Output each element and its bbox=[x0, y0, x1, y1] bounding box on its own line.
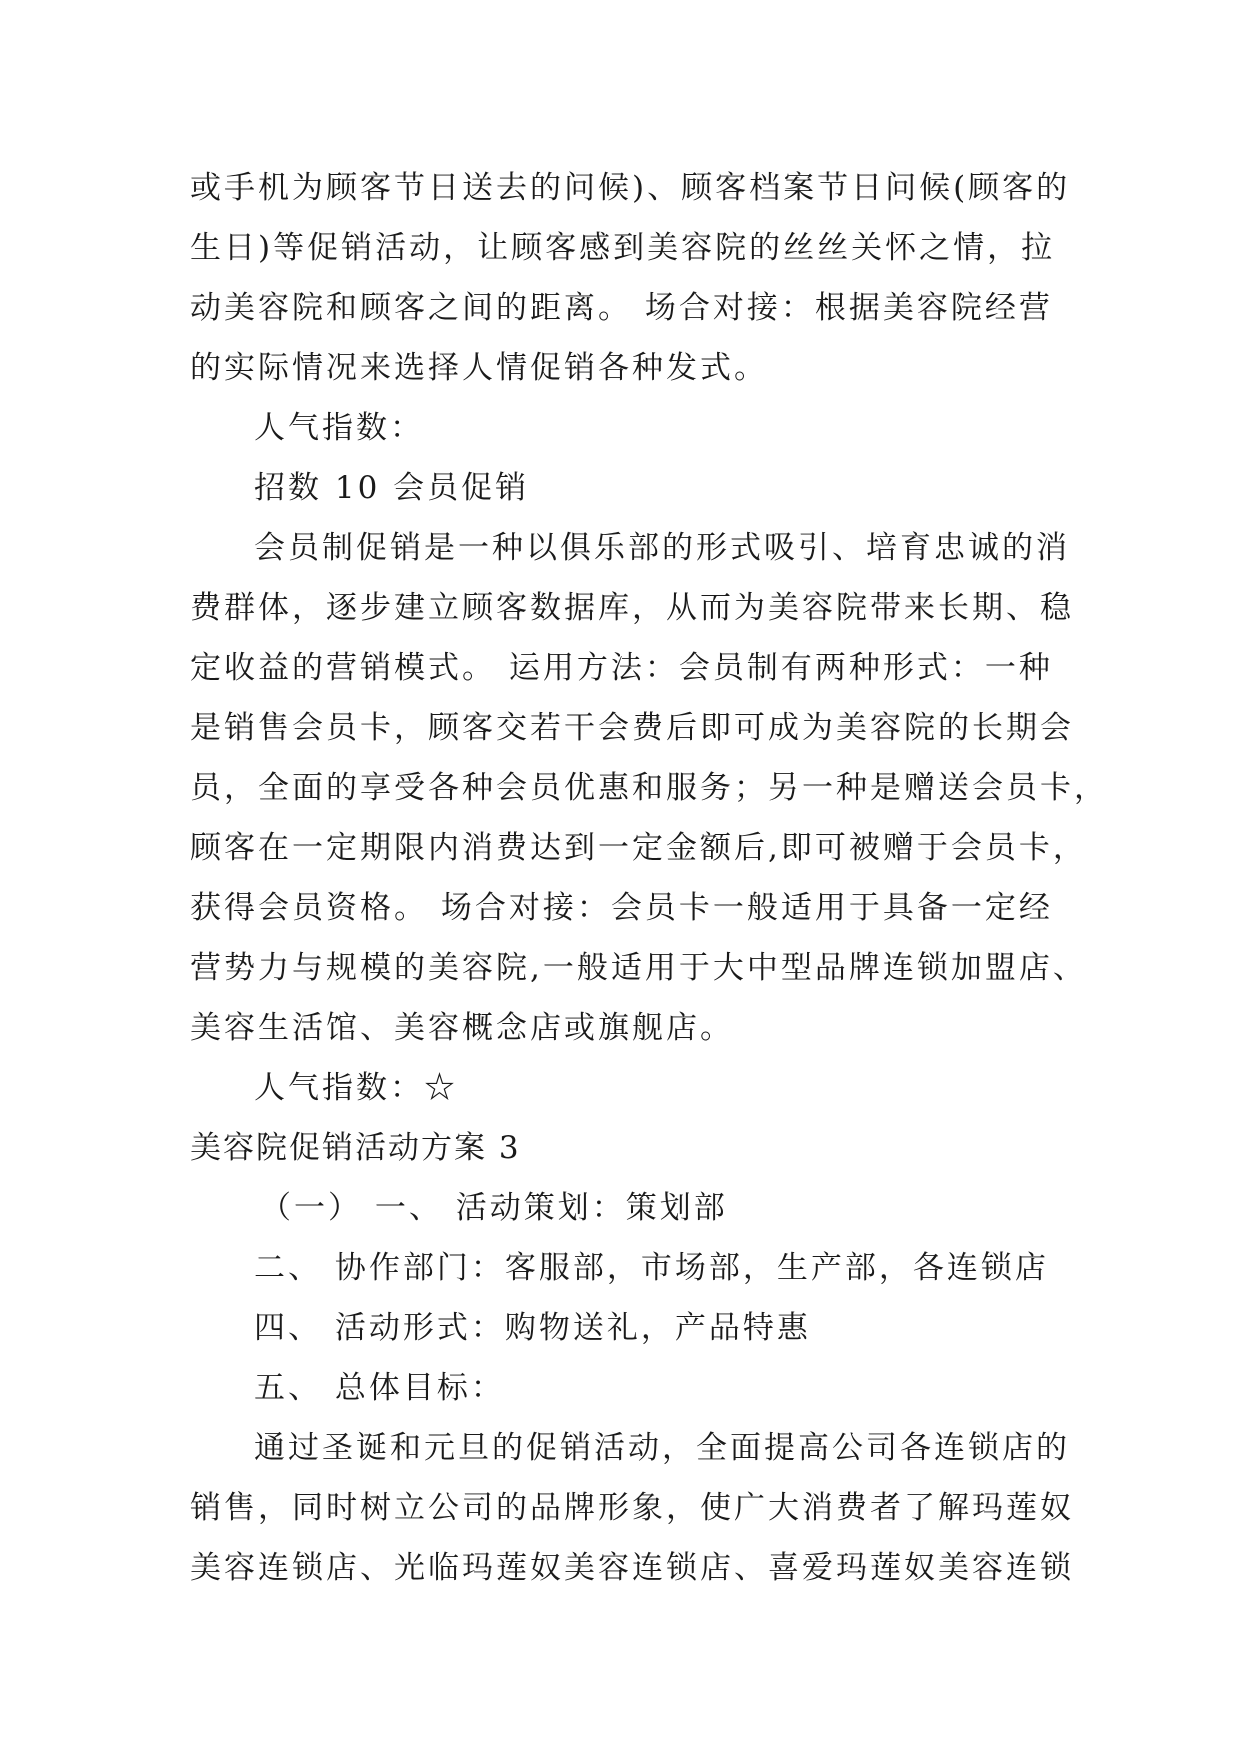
paragraph-line: 是销售会员卡，顾客交若干会费后即可成为美容院的长期会 bbox=[190, 710, 1074, 746]
body-text bbox=[190, 158, 1108, 1598]
paragraph-line: 费群体，逐步建立顾客数据库，从而为美容院带来长期、稳 bbox=[190, 590, 1074, 626]
paragraph-line: 会员制促销是一种以俱乐部的形式吸引、培育忠诚的消 bbox=[254, 530, 1070, 566]
paragraph-line: 顾客在一定期限内消费达到一定金额后,即可被赠于会员卡， bbox=[190, 830, 1087, 866]
paragraph-line: 员，全面的享受各种会员优惠和服务；另一种是赠送会员卡， bbox=[190, 770, 1108, 806]
list-item: 五、 总体目标： bbox=[254, 1370, 505, 1406]
popularity-label: 人气指数：☆ bbox=[254, 1070, 458, 1106]
paragraph-line: 销售，同时树立公司的品牌形象，使广大消费者了解玛莲奴 bbox=[190, 1490, 1074, 1526]
list-item: （一） 一、 活动策划：策划部 bbox=[260, 1190, 728, 1226]
paragraph-line: 获得会员资格。 场合对接：会员卡一般适用于具备一定经 bbox=[190, 890, 1053, 926]
paragraph-line: 通过圣诞和元旦的促销活动，全面提高公司各连锁店的 bbox=[254, 1430, 1070, 1466]
paragraph-line: 或手机为顾客节日送去的问候)、顾客档案节日问候(顾客的 bbox=[190, 170, 1071, 206]
paragraph-line: 生日)等促销活动，让顾客感到美容院的丝丝关怀之情，拉 bbox=[190, 230, 1056, 266]
section-heading: 招数 10 会员促销 bbox=[254, 470, 530, 506]
document-heading: 美容院促销活动方案 3 bbox=[190, 1130, 521, 1166]
popularity-label: 人气指数： bbox=[254, 410, 424, 446]
paragraph-line: 营势力与规模的美容院,一般适用于大中型品牌连锁加盟店、 bbox=[190, 950, 1087, 986]
paragraph-line: 定收益的营销模式。 运用方法：会员制有两种形式：一种 bbox=[190, 650, 1053, 686]
paragraph-line: 的实际情况来选择人情促销各种发式。 bbox=[190, 350, 768, 386]
paragraph-line: 动美容院和顾客之间的距离。 场合对接：根据美容院经营 bbox=[190, 290, 1053, 326]
list-item: 二、 协作部门：客服部，市场部，生产部，各连锁店 bbox=[254, 1250, 1049, 1286]
paragraph-line: 美容生活馆、美容概念店或旗舰店。 bbox=[190, 1010, 734, 1046]
paragraph-line: 美容连锁店、光临玛莲奴美容连锁店、喜爱玛莲奴美容连锁 bbox=[190, 1550, 1074, 1586]
list-item: 四、 活动形式：购物送礼，产品特惠 bbox=[254, 1310, 811, 1346]
